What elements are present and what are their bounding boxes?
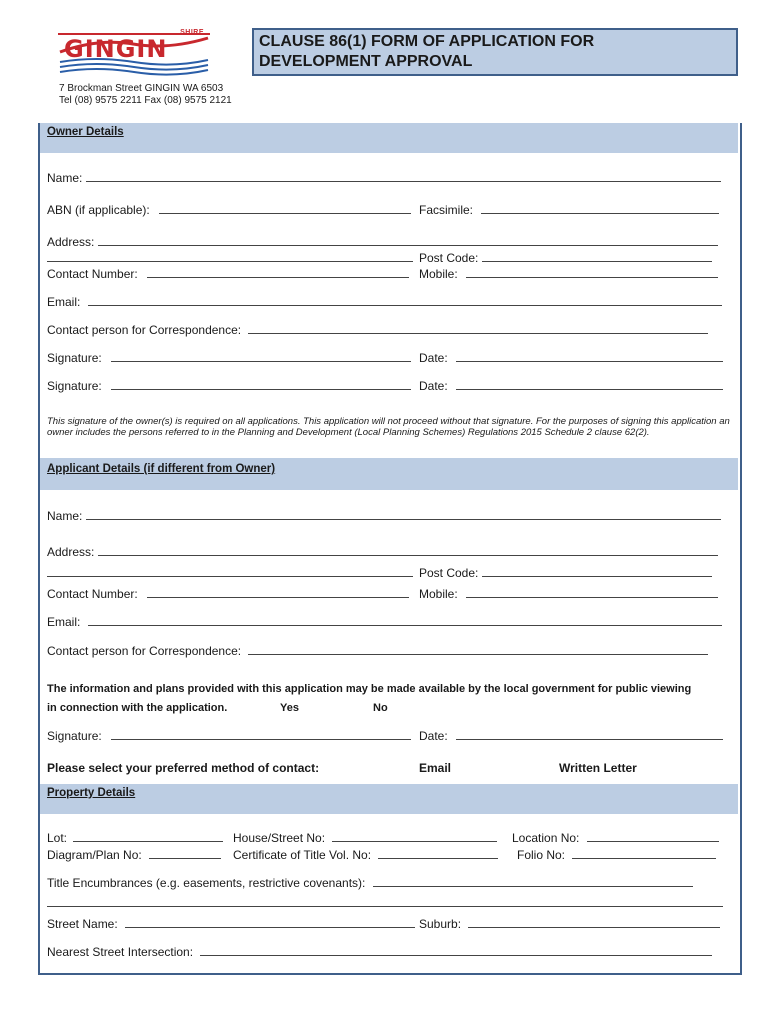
owner-contact-row (47, 266, 409, 281)
owner-email-row (47, 294, 722, 309)
form-title-line2: DEVELOPMENT APPROVAL (259, 53, 473, 70)
property-house-label: House/Street No: (233, 831, 326, 845)
applicant-date-field[interactable] (456, 728, 723, 740)
logo-name-text: GINGIN (64, 35, 168, 63)
applicant-section-band (40, 458, 738, 490)
property-diagram-field[interactable] (149, 847, 221, 859)
applicant-contact-row (47, 586, 409, 601)
contact-method-label: Please select your preferred method of contact: (47, 761, 320, 775)
applicant-mobile-label: Mobile: (419, 587, 458, 601)
applicant-postcode-label: Post Code: (419, 566, 479, 580)
applicant-name-label: Name: (47, 509, 83, 523)
property-folio-label: Folio No: (517, 848, 566, 862)
disclosure-yes-option[interactable]: Yes (280, 702, 299, 714)
applicant-signature-row (47, 728, 411, 743)
owner-signature-field-2[interactable] (111, 378, 411, 390)
owner-abn-label: ABN (if applicable): (47, 203, 150, 217)
office-address: 7 Brockman Street GINGIN WA 6503 (59, 83, 224, 94)
owner-date-label-1: Date: (419, 351, 448, 365)
applicant-mobile-field[interactable] (466, 586, 718, 598)
applicant-email-row (47, 614, 722, 629)
applicant-section-heading: Applicant Details (if different from Owner) (47, 463, 276, 475)
applicant-address-row (47, 544, 718, 559)
owner-signature-label-2: Signature: (47, 379, 102, 393)
owner-date-field-1[interactable] (456, 350, 723, 362)
owner-fax-row (419, 202, 719, 217)
owner-address-field[interactable] (98, 234, 718, 246)
property-house-row (233, 830, 497, 845)
property-encumbrances-field[interactable] (373, 875, 693, 887)
applicant-contact-field[interactable] (147, 586, 409, 598)
applicant-email-field[interactable] (88, 614, 722, 626)
property-nearest-row (47, 944, 712, 959)
owner-signature-row-2 (47, 378, 411, 393)
applicant-email-label: Email: (47, 615, 81, 629)
owner-signature-row-1 (47, 350, 411, 365)
property-encumbrances-label: Title Encumbrances (e.g. easements, restrictive covenants): (47, 876, 366, 890)
property-nearest-label: Nearest Street Intersection: (47, 945, 194, 959)
logo-shire-text: SHIRE (180, 29, 204, 36)
owner-name-field[interactable] (86, 170, 721, 182)
owner-address-label: Address: (47, 235, 95, 249)
property-location-field[interactable] (587, 830, 719, 842)
owner-mobile-field[interactable] (466, 266, 718, 278)
disclosure-line-2: in connection with the application. (47, 702, 228, 714)
owner-email-label: Email: (47, 295, 81, 309)
owner-contact-person-label: Contact person for Correspondence: (47, 323, 242, 337)
owner-date-label-2: Date: (419, 379, 448, 393)
owner-address-field-2[interactable] (47, 250, 413, 262)
applicant-postcode-field[interactable] (482, 565, 712, 577)
applicant-postcode-row (419, 565, 712, 580)
owner-section-heading: Owner Details (47, 126, 124, 138)
owner-name-row (47, 170, 721, 185)
applicant-mobile-row (419, 586, 718, 601)
owner-abn-row (47, 202, 411, 217)
office-phone: Tel (08) 9575 2211 Fax (08) 9575 2121 (59, 95, 232, 106)
owner-contact-field[interactable] (147, 266, 409, 278)
applicant-signature-label: Signature: (47, 729, 102, 743)
property-location-row (512, 830, 719, 845)
owner-name-label: Name: (47, 171, 83, 185)
contact-method-email-option[interactable]: Email (419, 761, 452, 775)
disclosure-no-option[interactable]: No (373, 702, 388, 714)
form-title-line1: CLAUSE 86(1) FORM OF APPLICATION FOR (259, 33, 595, 50)
owner-address-row (47, 234, 718, 249)
property-folio-row (517, 847, 716, 862)
owner-mobile-row (419, 266, 718, 281)
owner-postcode-row (419, 250, 712, 265)
applicant-address-field[interactable] (98, 544, 718, 556)
applicant-contact-person-label: Contact person for Correspondence: (47, 644, 242, 658)
property-certificate-field[interactable] (378, 847, 498, 859)
owner-postcode-label: Post Code: (419, 251, 479, 265)
applicant-contact-person-row (47, 643, 708, 658)
owner-date-row-1 (419, 350, 723, 365)
owner-date-row-2 (419, 378, 723, 393)
property-section-band (40, 784, 738, 814)
owner-fax-label: Facsimile: (419, 203, 474, 217)
property-street-row (47, 916, 415, 931)
owner-abn-field[interactable] (159, 202, 411, 214)
property-encumbrances-line2 (47, 895, 723, 910)
form-title-box (252, 28, 738, 76)
owner-signature-label-1: Signature: (47, 351, 102, 365)
property-lot-row (47, 830, 223, 845)
property-location-label: Location No: (512, 831, 580, 845)
property-folio-field[interactable] (572, 847, 716, 859)
property-certificate-row (233, 847, 498, 862)
property-lot-field[interactable] (73, 830, 223, 842)
property-house-field[interactable] (332, 830, 497, 842)
owner-section-band (40, 123, 738, 153)
property-diagram-label: Diagram/Plan No: (47, 848, 142, 862)
property-encumbrances-row (47, 875, 693, 890)
owner-date-field-2[interactable] (456, 378, 723, 390)
property-diagram-row (47, 847, 221, 862)
applicant-name-field[interactable] (86, 508, 721, 520)
owner-email-field[interactable] (88, 294, 722, 306)
applicant-contact-person-field[interactable] (248, 643, 708, 655)
owner-fax-field[interactable] (481, 202, 719, 214)
applicant-date-row (419, 728, 723, 743)
property-street-label: Street Name: (47, 917, 118, 931)
owner-address-line2 (47, 250, 413, 265)
contact-method-letter-option[interactable]: Written Letter (559, 761, 637, 775)
property-lot-label: Lot: (47, 831, 68, 845)
applicant-date-label: Date: (419, 729, 448, 743)
applicant-address-line2 (47, 565, 413, 580)
property-street-field[interactable] (125, 916, 415, 928)
property-nearest-field[interactable] (200, 944, 712, 956)
property-suburb-label: Suburb: (419, 917, 462, 931)
applicant-name-row (47, 508, 721, 523)
applicant-contact-label: Contact Number: (47, 587, 138, 601)
property-certificate-label: Certificate of Title Vol. No: (233, 848, 372, 862)
owner-contact-person-field[interactable] (248, 322, 708, 334)
shire-logo (58, 30, 210, 78)
owner-signature-note: This signature of the owner(s) is required on all applications. This application will not proceed without that signature. For the purposes of signing this application an owner includes the persons referred to in the Planning and Development (Local Planning Schemes) Regulations 2015 Schedule 2 clause 62(2). (47, 416, 730, 438)
disclosure-line-1: The information and plans provided with this application may be made available by the local government for public viewing (47, 683, 692, 695)
owner-contact-person-row (47, 322, 708, 337)
applicant-address-label: Address: (47, 545, 95, 559)
owner-postcode-field[interactable] (482, 250, 712, 262)
applicant-signature-field[interactable] (111, 728, 411, 740)
property-suburb-row (419, 916, 720, 931)
property-encumbrances-field-2[interactable] (47, 895, 723, 907)
owner-signature-field-1[interactable] (111, 350, 411, 362)
owner-contact-label: Contact Number: (47, 267, 138, 281)
property-suburb-field[interactable] (468, 916, 720, 928)
owner-mobile-label: Mobile: (419, 267, 458, 281)
property-section-heading: Property Details (47, 787, 136, 799)
applicant-address-field-2[interactable] (47, 565, 413, 577)
